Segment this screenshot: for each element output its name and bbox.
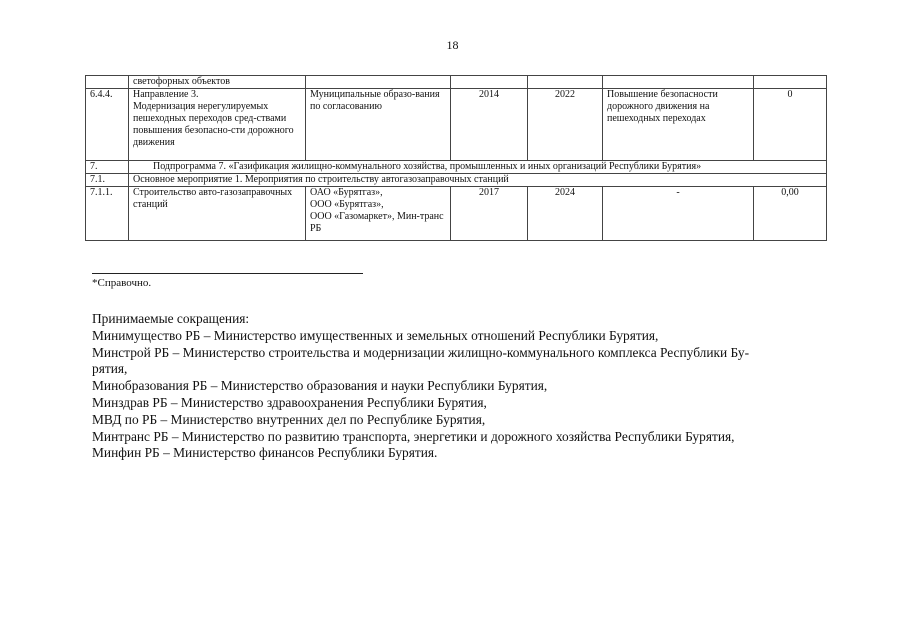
executor — [306, 187, 451, 241]
executor: Муниципальные образо-вания по согласованию — [306, 89, 451, 161]
row-number: 7.1. — [86, 174, 129, 187]
main-activity-title: Основное мероприятие 1. Мероприятия по строительству автогазозаправочных станций — [129, 174, 827, 187]
row-number: 6.4.4. — [86, 89, 129, 161]
start-year — [451, 76, 528, 89]
table-row — [86, 187, 827, 241]
table-row — [86, 161, 827, 174]
start-year: 2017 — [451, 187, 528, 241]
activity-name: Строительство авто-газозаправочных станций — [129, 187, 306, 241]
footnote-separator — [92, 273, 363, 274]
activity-title: Направление 3. — [133, 89, 199, 100]
value: 0,00 — [754, 187, 827, 241]
abbreviation-item: рятия, — [92, 361, 128, 377]
executor — [306, 76, 451, 89]
abbreviation-item: Минимущество РБ – Министерство имущественных и земельных отношений Республики Бурятия, — [92, 327, 659, 343]
page-number: 18 — [446, 38, 459, 52]
program-table — [85, 75, 827, 241]
value: 0 — [754, 89, 827, 161]
abbreviations-block — [92, 311, 832, 462]
row-number: 7.1.1. — [86, 187, 129, 241]
abbreviation-item: Минфин РБ – Министерство финансов Республики Бурятия. — [92, 445, 438, 461]
abbreviation-item: Минздрав РБ – Министерство здравоохранения Республики Бурятия, — [92, 394, 487, 410]
activity-name: светофорных объектов — [129, 76, 306, 89]
activity-name — [129, 89, 306, 161]
table-row — [86, 174, 827, 187]
expected-result: - — [603, 187, 754, 241]
row-number — [86, 76, 129, 89]
end-year: 2024 — [528, 187, 603, 241]
abbreviation-item: Минстрой РБ – Министерство строительства и модернизации жилищно-коммунального комплекса Республики Бу- — [92, 344, 750, 360]
row-number: 7. — [86, 161, 129, 174]
executor-line: ОАО «Бурятгаз», — [310, 187, 383, 198]
abbreviations-heading: Принимаемые сокращения: — [92, 311, 250, 326]
table-row — [86, 76, 827, 89]
abbreviation-item: Минобразования РБ – Министерство образования и науки Республики Бурятия, — [92, 378, 548, 394]
abbreviation-item: Минтранс РБ – Министерство по развитию транспорта, энергетики и дорожного хозяйства Республики Бурятия, — [92, 428, 735, 444]
subprogram-title: Подпрограмма 7. «Газификация жилищно-коммунального хозяйства, промышленных и иных организаций Республики Бурятия» — [129, 161, 827, 174]
abbreviation-item: МВД по РБ – Министерство внутренних дел по Республике Бурятия, — [92, 411, 486, 427]
expected-result — [603, 76, 754, 89]
executor-line: ООО «Бурятгаз», — [310, 199, 384, 210]
start-year: 2014 — [451, 89, 528, 161]
activity-text: Модернизация нерегулируемых пешеходных переходов сред-ствами повышения безопасно-сти дорожного движения — [133, 101, 294, 148]
end-year: 2022 — [528, 89, 603, 161]
footnote: *Справочно. — [92, 277, 152, 289]
table-row — [86, 89, 827, 161]
expected-result: Повышение безопасности дорожного движения на пешеходных переходах — [603, 89, 754, 161]
value — [754, 76, 827, 89]
executor-line: ООО «Газомаркет», Мин-транс РБ — [310, 211, 444, 234]
end-year — [528, 76, 603, 89]
